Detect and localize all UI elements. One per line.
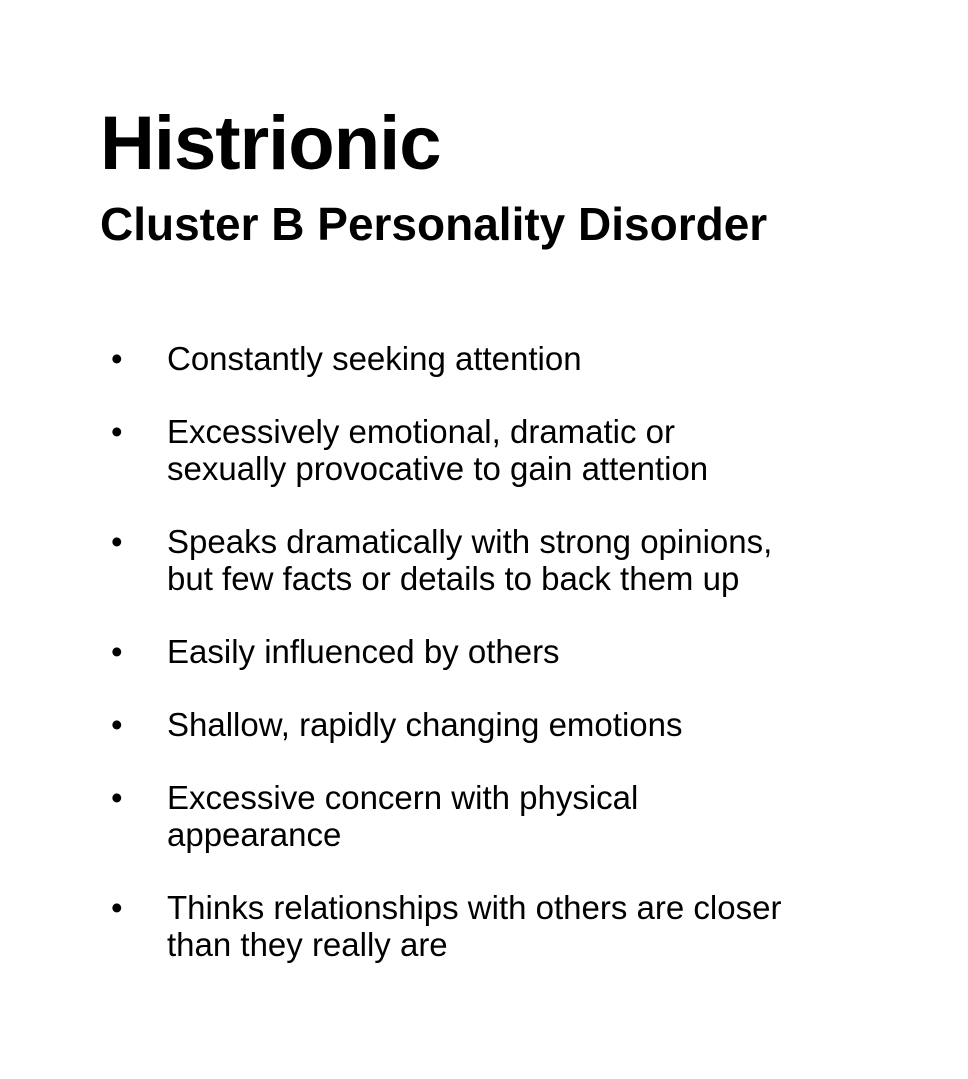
bullet-dot-icon: • [111, 633, 123, 670]
bullet-text-line: Excessively emotional, dramatic or [167, 413, 676, 450]
slide-subtitle: Cluster B Personality Disorder [100, 198, 768, 250]
bullet-text-line: sexually provocative to gain attention [167, 450, 709, 487]
bullet-dot-icon: • [111, 523, 123, 560]
bullet-text-line: Constantly seeking attention [167, 340, 582, 377]
bullet-dot-icon: • [111, 340, 123, 377]
bullet-item [0, 633, 968, 670]
bullet-dot-icon: • [111, 779, 123, 816]
bullet-item [0, 523, 968, 597]
bullet-item [0, 779, 968, 853]
bullet-text-line: but few facts or details to back them up [167, 560, 740, 597]
bullet-text-line: Speaks dramatically with strong opinions, [167, 523, 773, 560]
bullet-item [0, 340, 968, 377]
bullet-text-line: Shallow, rapidly changing emotions [167, 706, 683, 743]
bullet-item [0, 706, 968, 743]
slide-title: Histrionic [100, 101, 441, 186]
bullet-dot-icon: • [111, 413, 123, 450]
bullet-text-line: Thinks relationships with others are closer [167, 889, 782, 926]
bullet-text-line: appearance [167, 816, 342, 853]
bullet-text-line: Easily influenced by others [167, 633, 560, 670]
bullet-text-line: than they really are [167, 926, 448, 963]
bullet-item [0, 889, 968, 963]
bullet-list [0, 340, 968, 999]
bullet-dot-icon: • [111, 889, 123, 926]
bullet-dot-icon: • [111, 706, 123, 743]
bullet-text-line: Excessive concern with physical [167, 779, 639, 816]
bullet-item [0, 413, 968, 487]
